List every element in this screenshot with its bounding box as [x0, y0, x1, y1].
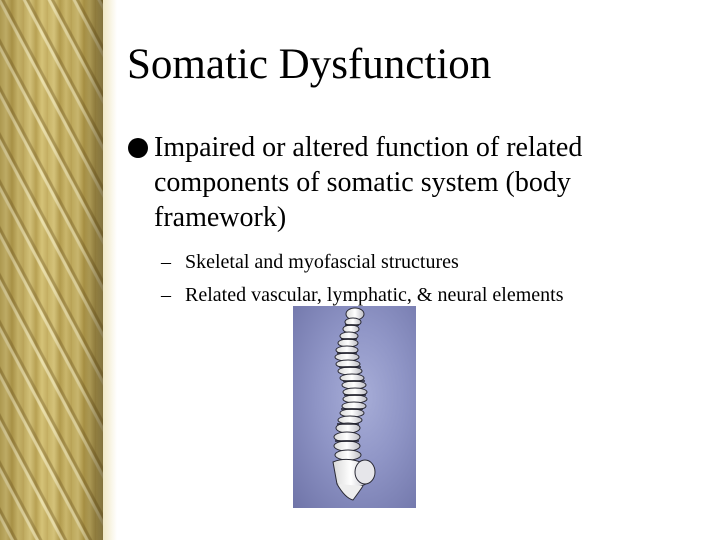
main-bullet-line-2: components of somatic system (body [154, 167, 571, 198]
sub-bullet-dash: – [161, 284, 171, 306]
decorative-band-edge [103, 0, 117, 540]
spine-model-image [293, 306, 416, 508]
spine-illustration [293, 306, 416, 508]
bullet-dot-icon [128, 138, 148, 158]
decorative-band-shading [0, 0, 103, 540]
sub-bullet-text: Skeletal and myofascial structures [185, 251, 459, 273]
main-bullet-line-3: framework) [154, 202, 287, 233]
slide-title: Somatic Dysfunction [127, 41, 492, 88]
sub-bullet-dash: – [161, 251, 171, 273]
main-bullet-line-1: Impaired or altered function of related [154, 132, 583, 163]
sub-bullet-text: Related vascular, lymphatic, & neural elements [185, 284, 564, 306]
